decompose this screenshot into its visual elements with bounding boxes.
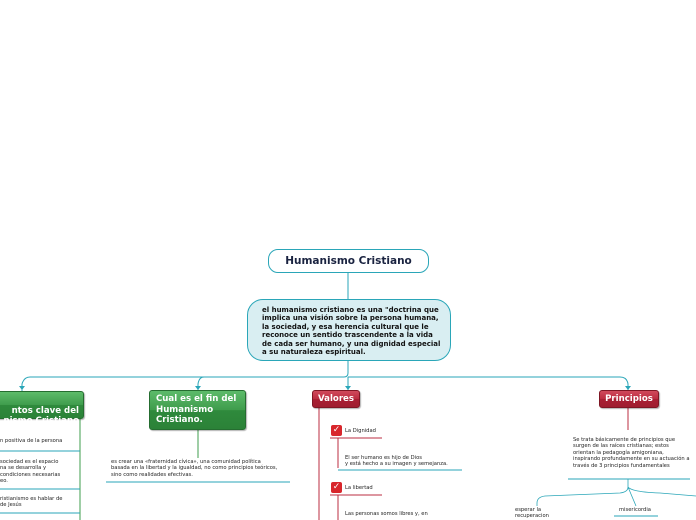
description-node[interactable]	[247, 299, 451, 361]
valores-node[interactable]	[312, 390, 360, 408]
dignidad-label: La Dignidad	[345, 428, 376, 434]
libertad-text: Las personas somos libres y, en	[345, 511, 428, 517]
puntos-clave-label: ntos clave del nismo Cristiano	[3, 405, 79, 426]
checkmark-icon: ✓	[332, 482, 341, 492]
fin-label: Cual es el fin del Humanismo Cristiano.	[156, 394, 237, 425]
principios-text: Se trata básicamente de principios que surgen de las raíces cristianas; estos orientan la pedagogía amigoniana, inspirando profundamente en su actuación a través de 3 principios fundamentales	[573, 437, 690, 469]
principios-label: Principios	[605, 394, 653, 404]
puntos-item-1: n positiva de la persona	[0, 438, 63, 444]
fin-text: es crear una «fraternidad cívica», una comunidad política basada en la libertad y la igualdad, no como principios teóricos, sino como realidades efectivas.	[111, 459, 278, 478]
principios-subitem-1: esperar la recuperacion	[515, 507, 549, 520]
valores-label: Valores	[317, 394, 354, 404]
fin-node[interactable]	[149, 390, 246, 430]
description-text: el humanismo cristiano es una "doctrina que implica una visión sobre la persona humana, la sociedad, y esa herencia cultural que le reconoce un sentido trascendente a la vida de cada ser humano, y una dignidad especial a su naturaleza espiritual.	[262, 306, 441, 357]
libertad-label: La libertad	[345, 485, 373, 491]
principios-subitem-2: misericordia	[619, 507, 651, 513]
dignidad-text: El ser humano es hijo de Dios y está hecho a su imagen y semejanza.	[345, 455, 448, 468]
central-topic[interactable]	[268, 249, 429, 273]
connector-principios-subitems	[537, 479, 696, 506]
puntos-item-3: ristianismo es hablar de de Jesús	[0, 496, 63, 509]
connector-description-branches	[22, 361, 628, 391]
puntos-item-2: sociedad es el espacio na se desarrolla y condiciones necesarias eo.	[0, 459, 61, 485]
puntos-clave-node[interactable]	[0, 391, 84, 426]
principios-node[interactable]	[599, 390, 659, 408]
checkmark-icon: ✓	[332, 425, 341, 435]
central-topic-label: Humanismo Cristiano	[285, 255, 412, 267]
